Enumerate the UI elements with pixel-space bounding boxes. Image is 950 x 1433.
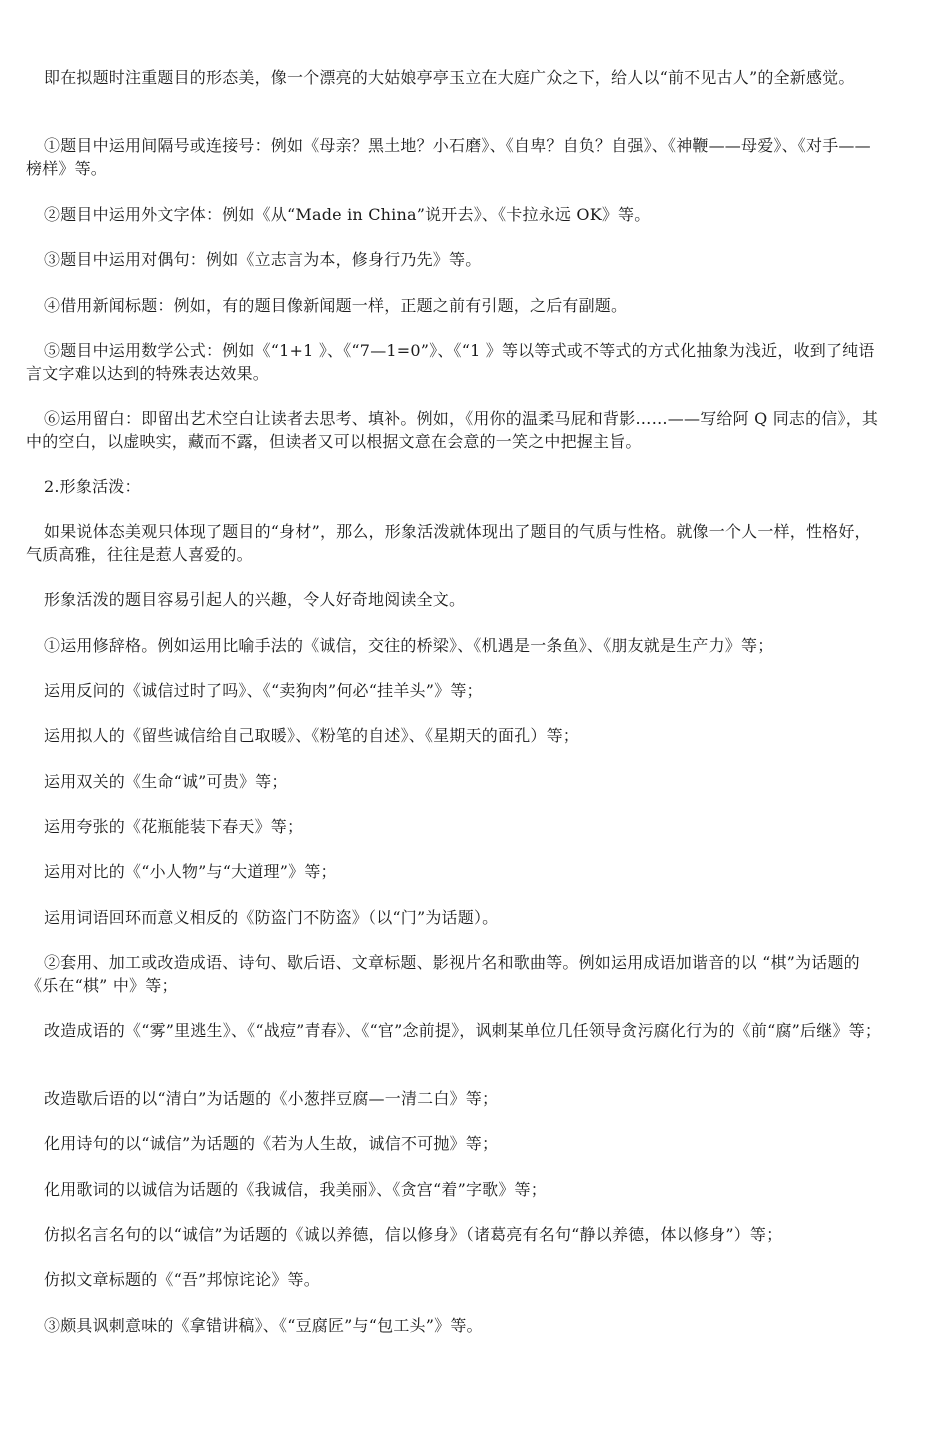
paragraph-rhetoric-3: 运用拟人的《留些诚信给自己取暖》、《粉笔的自述》、《星期天的面孔）等； <box>44 726 580 745</box>
paragraph-item-1: ①题目中运用间隔号或连接号：例如《母亲？黑土地？小石磨》、《自卑？自负？自强》、《神鞭——母爱》、《对手——榜样》等。 <box>26 136 871 178</box>
paragraph-adapt-2: 改造成语的《“雾”里逃生》、《“战痘”青春》、《“官”念前提》，讽刺某单位几任领导贪污腐化行为的《前“腐”后继》等； <box>44 1021 882 1040</box>
paragraph-adapt-7: 仿拟文章标题的《“吾”邦惊诧论》等。 <box>44 1270 320 1289</box>
paragraph-body-1: 如果说体态美观只体现了题目的“身材”，那么，形象活泼就体现出了题目的气质与性格。就像一个人一样，性格好，气质高雅，往往是惹人喜爱的。 <box>26 522 871 564</box>
paragraph-rhetoric-2: 运用反问的《诚信过时了吗》、《“卖狗肉”何必“挂羊头”》等； <box>44 681 483 700</box>
paragraph-item-5: ⑤题目中运用数学公式：例如《“1+1 》、《“7—1=0”》、《“1 》等以等式或不等式的方式化抽象为浅近，收到了纯语言文字难以达到的特殊表达效果。 <box>26 341 875 383</box>
paragraph-intro: 即在拟题时注重题目的形态美，像一个漂亮的大姑娘亭亭玉立在大庭广众之下，给人以“前不见古人”的全新感觉。 <box>44 68 855 87</box>
paragraph-adapt-6: 仿拟名言名句的以“诚信”为话题的《诚以养德，信以修身》（诸葛亮有名句“静以养德，体以修身”）等； <box>44 1225 783 1244</box>
paragraph-rhetoric-5: 运用夸张的《花瓶能装下春天》等； <box>44 817 304 836</box>
paragraph-item-2: ②题目中运用外文字体：例如《从“Made in China”说开去》、《卡拉永远 OK》等。 <box>44 205 651 224</box>
section-heading: 2.形象活泼： <box>44 477 141 496</box>
paragraph-adapt-3: 改造歇后语的以“清白”为话题的《小葱拌豆腐—一清二白》等； <box>44 1089 499 1108</box>
paragraph-adapt-5: 化用歌词的以诚信为话题的《我诚信，我美丽》、《贪宫“着”字歌》等； <box>44 1180 547 1199</box>
paragraph-rhetoric-6: 运用对比的《“小人物”与“大道理”》等； <box>44 862 337 881</box>
paragraph-body-2: 形象活泼的题目容易引起人的兴趣，令人好奇地阅读全文。 <box>44 590 466 609</box>
paragraph-item-3: ③题目中运用对偶句：例如《立志言为本，修身行乃先》等。 <box>44 250 482 269</box>
paragraph-rhetoric-7: 运用词语回环而意义相反的《防盗门不防盗》（以“门”为话题）。 <box>44 908 499 927</box>
paragraph-rhetoric-4: 运用双关的《生命“诚”可贵》等； <box>44 772 288 791</box>
paragraph-rhetoric-1: ①运用修辞格。例如运用比喻手法的《诚信，交往的桥梁》、《机遇是一条鱼》、《朋友就是生产力》等； <box>44 636 774 655</box>
paragraph-adapt-1: ②套用、加工或改造成语、诗句、歇后语、文章标题、影视片名和歌曲等。例如运用成语加谐音的以 “棋”为话题的《乐在“棋” 中》等； <box>26 953 860 995</box>
paragraph-item-4: ④借用新闻标题：例如，有的题目像新闻题一样，正题之前有引题，之后有副题。 <box>44 296 628 315</box>
paragraph-item-6: ⑥运用留白：即留出艺术空白让读者去思考、填补。例如，《用你的温柔马屁和背影……——写给阿 Q 同志的信》，其中的空白，以虚映实，藏而不露，但读者又可以根据文意在会意的一笑之中把握主旨。 <box>26 409 879 451</box>
paragraph-adapt-4: 化用诗句的以“诚信”为话题的《若为人生故，诚信不可抛》等； <box>44 1134 499 1153</box>
paragraph-satire: ③颇具讽刺意味的《拿错讲稿》、《“豆腐匠”与“包工头”》等。 <box>44 1316 483 1335</box>
